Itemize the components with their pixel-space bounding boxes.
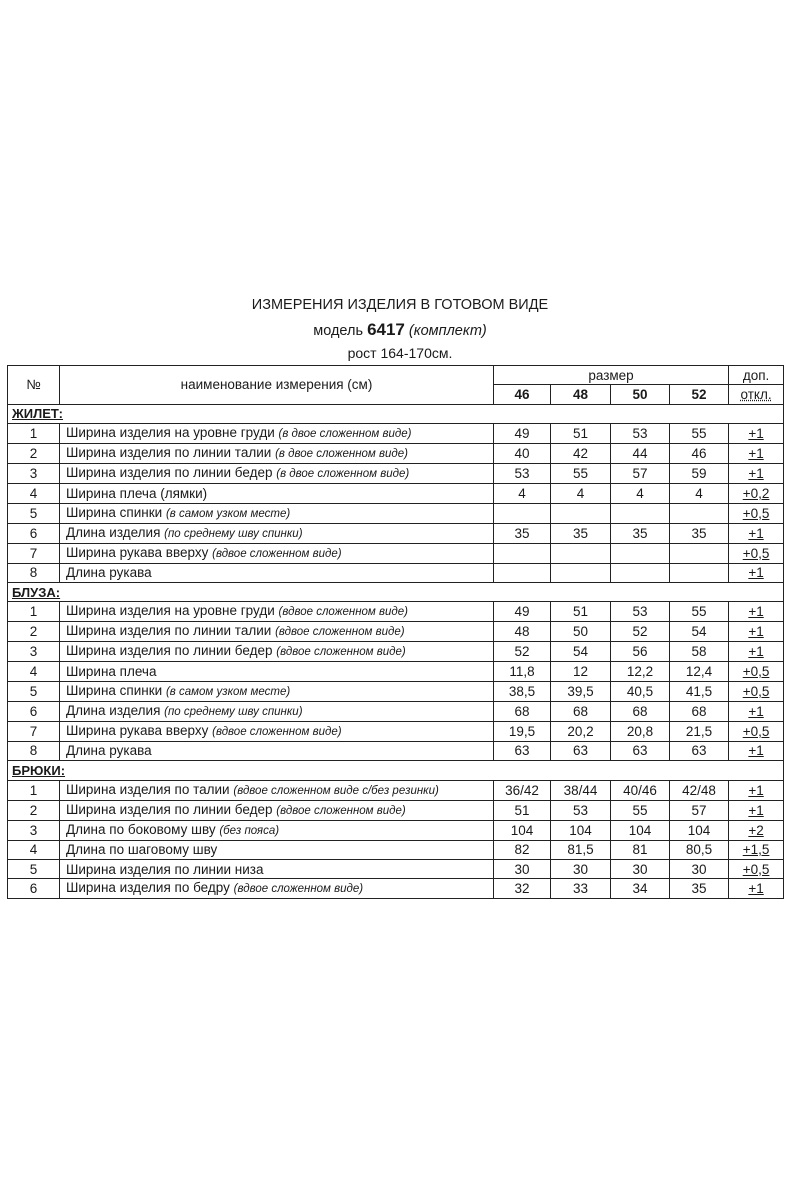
table-row xyxy=(8,741,784,760)
size-value: 80,5 xyxy=(670,840,729,859)
measurement-note: (в двое сложенном виде) xyxy=(276,468,410,481)
size-value: 68 xyxy=(670,701,729,721)
measurement-name-cell xyxy=(60,503,494,523)
size-value: 30 xyxy=(551,859,611,878)
size-value: 51 xyxy=(494,800,551,820)
measurement-note: (по среднему шву спинки) xyxy=(164,705,303,718)
size-value: 35 xyxy=(670,879,729,899)
size-value xyxy=(670,503,729,523)
size-value: 12,2 xyxy=(611,662,670,681)
size-value: 35 xyxy=(494,523,551,543)
size-value: 12 xyxy=(551,662,611,681)
size-value: 38,5 xyxy=(494,681,551,701)
size-value: 57 xyxy=(670,800,729,820)
measurement-name: Длина по шаговому шву xyxy=(66,842,218,858)
measurement-note: (по среднему шву спинки) xyxy=(164,527,303,540)
size-value: 4 xyxy=(494,484,551,503)
size-value: 30 xyxy=(611,859,670,878)
row-number: 2 xyxy=(8,444,60,464)
size-value: 32 xyxy=(494,879,551,899)
table-row xyxy=(8,444,784,464)
size-value: 82 xyxy=(494,840,551,859)
size-value: 35 xyxy=(551,523,611,543)
table-row xyxy=(8,424,784,444)
col-header-size: 50 xyxy=(611,385,670,404)
size-value: 33 xyxy=(551,879,611,899)
size-value: 53 xyxy=(611,424,670,444)
row-number: 7 xyxy=(8,721,60,741)
table-row xyxy=(8,602,784,622)
measurement-name-cell xyxy=(60,840,494,859)
size-value xyxy=(670,563,729,582)
table-row xyxy=(8,840,784,859)
size-value: 52 xyxy=(494,642,551,662)
row-number: 5 xyxy=(8,859,60,878)
size-value: 56 xyxy=(611,642,670,662)
section-title: ЖИЛЕТ: xyxy=(8,404,784,423)
table-row xyxy=(8,543,784,563)
size-value: 35 xyxy=(611,523,670,543)
table-body xyxy=(8,366,784,899)
measurement-name: Ширина изделия по линии бедер xyxy=(66,465,273,481)
measurement-name-cell xyxy=(60,622,494,642)
size-value: 20,2 xyxy=(551,721,611,741)
measurement-note: (в самом узком месте) xyxy=(165,685,291,698)
tolerance-value: +0,5 xyxy=(729,662,784,681)
size-value: 38/44 xyxy=(551,780,611,800)
section-row xyxy=(8,761,784,780)
size-value xyxy=(611,503,670,523)
table-row xyxy=(8,503,784,523)
size-value: 30 xyxy=(494,859,551,878)
size-value: 55 xyxy=(670,424,729,444)
table-row xyxy=(8,642,784,662)
tolerance-value: +1 xyxy=(729,464,784,484)
col-header-size: 52 xyxy=(670,385,729,404)
size-value xyxy=(551,503,611,523)
size-value xyxy=(551,563,611,582)
size-value: 54 xyxy=(551,642,611,662)
size-value: 12,4 xyxy=(670,662,729,681)
size-value: 19,5 xyxy=(494,721,551,741)
measurement-name-cell xyxy=(60,780,494,800)
table-row xyxy=(8,523,784,543)
measurement-name-cell xyxy=(60,879,494,899)
measurement-name-cell xyxy=(60,800,494,820)
table-row xyxy=(8,662,784,681)
measurement-note: (в двое сложенном виде) xyxy=(278,428,412,441)
size-value: 39,5 xyxy=(551,681,611,701)
table-row xyxy=(8,464,784,484)
height-range: рост 164-170см. xyxy=(347,345,453,361)
row-number: 5 xyxy=(8,681,60,701)
size-value: 49 xyxy=(494,602,551,622)
measurement-name: Ширина спинки xyxy=(66,504,163,520)
row-number: 3 xyxy=(8,642,60,662)
tolerance-value: +0,5 xyxy=(729,859,784,878)
size-value: 44 xyxy=(611,444,670,464)
measurement-name-cell xyxy=(60,602,494,622)
row-number: 8 xyxy=(8,563,60,582)
tolerance-value: +2 xyxy=(729,820,784,840)
size-value: 50 xyxy=(551,622,611,642)
table-row xyxy=(8,622,784,642)
size-value: 51 xyxy=(551,424,611,444)
row-number: 4 xyxy=(8,484,60,503)
table-row xyxy=(8,701,784,721)
size-value: 68 xyxy=(494,701,551,721)
table-row xyxy=(8,484,784,503)
size-value: 46 xyxy=(670,444,729,464)
measurement-note: (в двое сложенном виде) xyxy=(275,448,408,461)
row-number: 7 xyxy=(8,543,60,563)
measurement-note: (вдвое сложенном виде) xyxy=(212,725,342,738)
tolerance-value: +1 xyxy=(729,800,784,820)
section-row xyxy=(8,404,784,423)
row-number: 3 xyxy=(8,820,60,840)
measurement-name-cell xyxy=(60,741,494,760)
measurement-name: Ширина спинки xyxy=(66,682,163,698)
size-value: 40/46 xyxy=(611,780,670,800)
tolerance-value: +1 xyxy=(729,602,784,622)
col-header-size: 46 xyxy=(494,385,551,404)
size-value: 53 xyxy=(551,800,611,820)
measurement-name: Ширина рукава вверху xyxy=(66,544,209,560)
table-row xyxy=(8,563,784,582)
row-number: 6 xyxy=(8,879,60,899)
measurement-name: Ширина изделия по линии бедер xyxy=(66,801,273,817)
measurement-name: Ширина изделия по линии бедер xyxy=(66,643,273,659)
measurement-name-cell xyxy=(60,424,494,444)
measurement-name: Ширина изделия на уровне груди xyxy=(66,603,275,619)
size-value xyxy=(494,543,551,563)
size-value: 42/48 xyxy=(670,780,729,800)
row-number: 4 xyxy=(8,662,60,681)
model-note: (комплект) xyxy=(408,323,487,339)
size-value: 59 xyxy=(670,464,729,484)
measurement-name: Длина рукава xyxy=(66,743,152,759)
section-title: БЛУЗА: xyxy=(8,582,784,601)
size-value xyxy=(670,543,729,563)
size-value: 104 xyxy=(494,820,551,840)
col-header-tolerance-2: откл. xyxy=(729,385,784,404)
size-value: 52 xyxy=(611,622,670,642)
size-value: 81 xyxy=(611,840,670,859)
size-value xyxy=(494,503,551,523)
size-value: 4 xyxy=(611,484,670,503)
measurement-name-cell xyxy=(60,642,494,662)
size-value: 42 xyxy=(551,444,611,464)
measurement-note: (вдвое сложенном виде) xyxy=(275,626,405,639)
row-number: 5 xyxy=(8,503,60,523)
measurement-name: Ширина плеча (лямки) xyxy=(66,485,208,501)
size-value: 55 xyxy=(670,602,729,622)
row-number: 1 xyxy=(8,424,60,444)
tolerance-value: +1 xyxy=(729,622,784,642)
col-header-tolerance-1: доп. xyxy=(729,366,784,385)
tolerance-value: +1 xyxy=(729,424,784,444)
measurement-name-cell xyxy=(60,721,494,741)
size-value: 63 xyxy=(611,741,670,760)
row-number: 2 xyxy=(8,800,60,820)
table-row xyxy=(8,721,784,741)
size-value: 4 xyxy=(551,484,611,503)
size-value: 55 xyxy=(551,464,611,484)
size-value: 57 xyxy=(611,464,670,484)
measurement-name-cell xyxy=(60,484,494,503)
section-title: БРЮКИ: xyxy=(8,761,784,780)
col-header-name: наименование измерения (см) xyxy=(60,366,494,405)
measurement-note: (вдвое сложенном виде) xyxy=(276,646,406,659)
measurement-name-cell xyxy=(60,701,494,721)
measurement-note: (вдвое сложенном виде) xyxy=(276,804,406,817)
measurement-name: Длина по боковому шву xyxy=(66,821,216,837)
size-value: 68 xyxy=(551,701,611,721)
size-value: 34 xyxy=(611,879,670,899)
row-number: 6 xyxy=(8,701,60,721)
tolerance-value: +0,5 xyxy=(729,503,784,523)
measurement-name: Ширина изделия на уровне груди xyxy=(66,425,275,441)
tolerance-value: +1 xyxy=(729,701,784,721)
row-number: 8 xyxy=(8,741,60,760)
tolerance-value: +1 xyxy=(729,741,784,760)
size-value: 21,5 xyxy=(670,721,729,741)
size-value xyxy=(551,543,611,563)
measurement-note: (без пояса) xyxy=(219,824,280,837)
measurement-note: (вдвое сложенном виде) xyxy=(278,606,408,619)
size-value: 68 xyxy=(611,701,670,721)
table-row xyxy=(8,859,784,878)
row-number: 6 xyxy=(8,523,60,543)
measurement-name: Ширина плеча xyxy=(66,664,157,680)
table-row xyxy=(8,780,784,800)
size-value: 54 xyxy=(670,622,729,642)
size-value: 35 xyxy=(670,523,729,543)
table-row xyxy=(8,879,784,899)
size-value: 63 xyxy=(670,741,729,760)
measurement-name-cell xyxy=(60,444,494,464)
table-row xyxy=(8,820,784,840)
size-value: 55 xyxy=(611,800,670,820)
tolerance-value: +0,2 xyxy=(729,484,784,503)
size-value: 63 xyxy=(551,741,611,760)
measurement-name-cell xyxy=(60,523,494,543)
measurement-name: Длина рукава xyxy=(66,565,152,581)
table-row xyxy=(8,800,784,820)
size-value: 81,5 xyxy=(551,840,611,859)
measurement-note: (вдвое сложенном виде с/без резинки) xyxy=(233,784,439,797)
tolerance-value: +1 xyxy=(729,780,784,800)
size-value: 58 xyxy=(670,642,729,662)
col-header-no: № xyxy=(8,366,60,405)
measurement-name-cell xyxy=(60,681,494,701)
col-header-size: 48 xyxy=(551,385,611,404)
tolerance-value: +1 xyxy=(729,563,784,582)
row-number: 1 xyxy=(8,780,60,800)
size-value: 104 xyxy=(611,820,670,840)
size-value: 49 xyxy=(494,424,551,444)
size-value: 30 xyxy=(670,859,729,878)
measurement-name: Ширина изделия по линии талии xyxy=(66,623,272,639)
row-number: 1 xyxy=(8,602,60,622)
size-value xyxy=(494,563,551,582)
measurement-name-cell xyxy=(60,662,494,681)
size-value: 4 xyxy=(670,484,729,503)
size-value: 41,5 xyxy=(670,681,729,701)
measurement-note: (в самом узком месте) xyxy=(165,507,291,520)
size-value xyxy=(611,563,670,582)
model-line xyxy=(0,320,800,340)
tolerance-value: +0,5 xyxy=(729,721,784,741)
measurement-name: Длина изделия xyxy=(66,702,161,718)
col-header-size-group: размер xyxy=(494,366,729,385)
size-value: 40,5 xyxy=(611,681,670,701)
table-row xyxy=(8,681,784,701)
measurement-name-cell xyxy=(60,820,494,840)
size-value: 63 xyxy=(494,741,551,760)
size-value: 104 xyxy=(670,820,729,840)
size-value: 20,8 xyxy=(611,721,670,741)
size-value: 11,8 xyxy=(494,662,551,681)
measurement-note: (вдвое сложенном виде) xyxy=(233,883,364,896)
model-label: модель xyxy=(313,323,364,339)
measurement-name-cell xyxy=(60,464,494,484)
measurement-name: Ширина изделия по талии xyxy=(66,781,230,797)
measurement-name: Ширина изделия по бедру xyxy=(66,880,230,896)
measurements-table xyxy=(7,365,784,899)
size-value: 36/42 xyxy=(494,780,551,800)
measurement-name-cell xyxy=(60,543,494,563)
tolerance-value: +1 xyxy=(729,642,784,662)
tolerance-value: +1 xyxy=(729,444,784,464)
measurement-name-cell xyxy=(60,859,494,878)
size-value: 40 xyxy=(494,444,551,464)
row-number: 3 xyxy=(8,464,60,484)
model-number: 6417 xyxy=(367,320,405,339)
document-title: ИЗМЕРЕНИЯ ИЗДЕЛИЯ В ГОТОВОМ ВИДЕ xyxy=(251,297,549,313)
measurement-name-cell xyxy=(60,563,494,582)
tolerance-value: +1 xyxy=(729,879,784,899)
size-value: 53 xyxy=(494,464,551,484)
tolerance-value: +0,5 xyxy=(729,681,784,701)
section-row xyxy=(8,582,784,601)
measurement-note: (вдвое сложенном виде) xyxy=(212,547,342,560)
size-value xyxy=(611,543,670,563)
measurement-name: Ширина изделия по линии низа xyxy=(66,861,264,877)
size-value: 51 xyxy=(551,602,611,622)
size-value: 104 xyxy=(551,820,611,840)
tolerance-value: +1,5 xyxy=(729,840,784,859)
tolerance-value: +1 xyxy=(729,523,784,543)
tolerance-value: +0,5 xyxy=(729,543,784,563)
row-number: 4 xyxy=(8,840,60,859)
measurement-name: Длина изделия xyxy=(66,524,161,540)
measurement-name: Ширина изделия по линии талии xyxy=(66,445,272,461)
size-value: 53 xyxy=(611,602,670,622)
row-number: 2 xyxy=(8,622,60,642)
header-row-1 xyxy=(8,366,784,385)
size-value: 48 xyxy=(494,622,551,642)
measurement-name: Ширина рукава вверху xyxy=(66,722,209,738)
